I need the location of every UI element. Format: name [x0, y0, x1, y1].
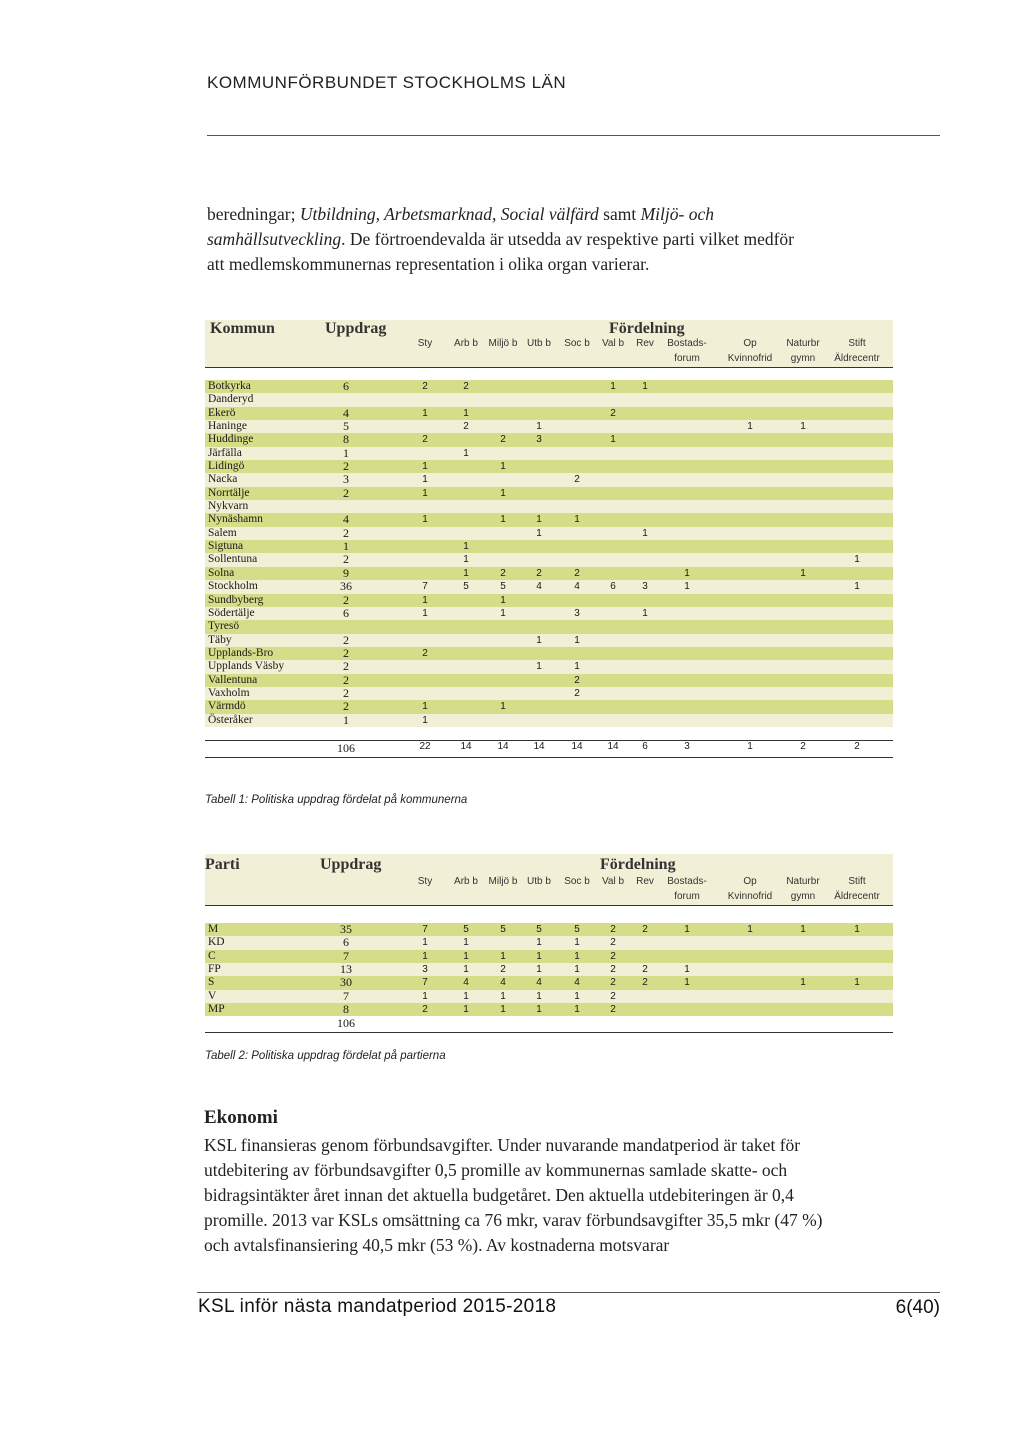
cell: 1 — [536, 1004, 542, 1016]
table-row — [205, 647, 893, 660]
row-total: 9 — [343, 565, 349, 580]
sub-header-line: forum — [674, 891, 700, 902]
row-label: Värmdö — [208, 700, 246, 713]
row-label: FP — [208, 963, 221, 976]
intro-text-3: . De förtroendevalda är utsedda av respektive parti vilket medför att medlemskommunernas representation i olika organ varierar. — [207, 229, 795, 274]
row-label: Vaxholm — [208, 686, 250, 699]
row-total: 1 — [343, 445, 349, 460]
cell: 2 — [574, 567, 580, 579]
sub-header — [822, 337, 892, 368]
table-row — [205, 936, 893, 949]
cell: 2 — [536, 567, 542, 579]
row-label: Ekerö — [208, 406, 236, 419]
row-label: Södertälje — [208, 606, 255, 619]
table-row — [205, 447, 893, 460]
total-cell: 14 — [533, 740, 545, 752]
row-label: Sollentuna — [208, 553, 258, 566]
cell: 5 — [500, 581, 506, 593]
cell: 1 — [536, 964, 542, 976]
table-row — [205, 700, 893, 713]
cell: 5 — [574, 924, 580, 935]
cell: 1 — [422, 607, 428, 619]
table-row — [205, 607, 893, 620]
total-cell: 14 — [460, 740, 472, 752]
cell: 5 — [536, 924, 542, 935]
table2-caption: Tabell 2: Politiska uppdrag fördelat på partierna — [205, 1050, 446, 1062]
table-row — [205, 380, 893, 393]
row-label: Botkyrka — [208, 380, 251, 392]
total-cell: 2 — [800, 740, 806, 752]
col-header-fordelning: Fördelning — [600, 856, 676, 873]
table-row — [205, 963, 893, 976]
cell: 1 — [610, 434, 616, 446]
cell: 2 — [610, 950, 616, 962]
cell: 1 — [422, 701, 428, 713]
cell: 2 — [574, 674, 580, 686]
cell: 4 — [500, 977, 506, 989]
total-cell: 22 — [419, 740, 431, 752]
table-row — [205, 660, 893, 673]
row-total: 2 — [343, 659, 349, 674]
cell: 2 — [610, 990, 616, 1002]
cell: 2 — [642, 924, 648, 935]
row-total: 7 — [343, 948, 349, 963]
cell: 1 — [536, 527, 542, 539]
cell: 1 — [574, 661, 580, 673]
intro-text-1: beredningar; — [207, 204, 300, 224]
row-label: C — [208, 949, 216, 962]
intro-italic-2: Miljö- och samhällsutveckling — [207, 204, 714, 249]
cell: 1 — [463, 990, 469, 1002]
table-row — [205, 976, 893, 989]
sub-header-line: Rev — [636, 876, 654, 887]
row-label: Stockholm — [208, 580, 258, 593]
sub-header-line: Kvinnofrid — [727, 891, 773, 902]
cell: 2 — [642, 964, 648, 976]
totals-row — [205, 740, 893, 758]
sub-header-line: Soc b — [564, 876, 590, 887]
sub-header — [652, 875, 722, 906]
row-total: 3 — [343, 472, 349, 487]
cell: 1 — [642, 527, 648, 539]
row-label: Österåker — [208, 713, 253, 726]
col-header-fordelning: Fördelning — [609, 320, 685, 337]
row-total: 8 — [343, 432, 349, 447]
cell: 1 — [574, 964, 580, 976]
row-label: Huddinge — [208, 433, 254, 446]
row-total: 2 — [343, 685, 349, 700]
cell: 1 — [422, 461, 428, 473]
row-total: 6 — [343, 605, 349, 620]
cell: 1 — [747, 924, 753, 935]
grand-total: 106 — [337, 740, 355, 755]
sub-header-line: Miljö b — [488, 338, 518, 349]
cell: 1 — [463, 937, 469, 949]
sub-header-line: Val b — [601, 876, 625, 887]
row-label: Järfälla — [208, 446, 242, 459]
totals-row — [205, 1016, 893, 1033]
row-label: Sundbyberg — [208, 593, 264, 606]
sub-header-line: Bostads- — [667, 338, 707, 349]
cell: 1 — [574, 634, 580, 646]
cell: 1 — [610, 381, 616, 392]
table-row — [205, 714, 893, 727]
cell: 3 — [536, 434, 542, 446]
row-total: 8 — [343, 1002, 349, 1017]
sub-header-line: Op — [743, 876, 757, 887]
row-label: Danderyd — [208, 393, 254, 406]
cell: 1 — [536, 990, 542, 1002]
row-total: 2 — [343, 552, 349, 567]
row-label: Nykvarn — [208, 500, 249, 513]
cell: 2 — [463, 381, 469, 392]
col-header-first: Parti — [205, 856, 240, 873]
cell: 2 — [500, 567, 506, 579]
row-total: 5 — [343, 419, 349, 434]
table-row — [205, 407, 893, 420]
total-cell: 3 — [684, 740, 690, 752]
row-total: 4 — [343, 405, 349, 420]
row-total: 2 — [343, 459, 349, 474]
table-header — [205, 320, 893, 367]
cell: 4 — [536, 977, 542, 989]
footer-rule — [197, 1292, 940, 1293]
footer-title: KSL inför nästa mandatperiod 2015-2018 — [198, 1296, 557, 1317]
row-label: M — [208, 923, 219, 935]
cell: 1 — [684, 977, 690, 989]
cell: 6 — [610, 581, 616, 593]
row-label: Norrtälje — [208, 486, 250, 499]
sub-header-line: Sty — [417, 338, 433, 349]
cell: 2 — [610, 977, 616, 989]
cell: 1 — [747, 421, 753, 433]
row-label: Solna — [208, 566, 235, 579]
cell: 1 — [463, 567, 469, 579]
cell: 2 — [500, 434, 506, 446]
cell: 2 — [500, 964, 506, 976]
sub-header-line: gymn — [790, 891, 816, 902]
cell: 1 — [642, 381, 648, 392]
cell: 4 — [574, 977, 580, 989]
cell: 2 — [422, 1004, 428, 1016]
cell: 1 — [463, 554, 469, 566]
row-total: 2 — [343, 485, 349, 500]
sub-header-line: Miljö b — [488, 876, 518, 887]
cell: 2 — [463, 421, 469, 433]
cell: 1 — [574, 950, 580, 962]
cell: 1 — [463, 447, 469, 459]
ekonomi-paragraph: KSL finansieras genom förbundsavgifter. Under nuvarande mandatperiod är taket för utdebitering av förbundsavgifter 0,5 promille av kommunernas samlade skatte- och bidragsintäkter året innan det aktuella budgetåret. Den aktuella utdebiteringen är 0,4 promille. 2013 var KSLs omsättning ca 76 mkr, varav förbundsavgifter 35,5 mkr (47 %) och avtalsfinansiering 40,5 mkr (53 %). Av kostnaderna motsvarar — [204, 1135, 823, 1255]
sub-header-line: Stift — [848, 876, 866, 887]
cell: 5 — [463, 924, 469, 935]
cell: 2 — [610, 924, 616, 935]
cell: 1 — [463, 407, 469, 419]
table-row — [205, 473, 893, 486]
section-title: Ekonomi — [204, 1107, 278, 1128]
row-total: 36 — [340, 579, 352, 594]
row-label: S — [208, 976, 215, 989]
sub-header-line: Arb b — [454, 338, 478, 349]
intro-text-2: samt — [598, 204, 641, 224]
row-total: 13 — [340, 962, 352, 977]
cell: 1 — [500, 487, 506, 499]
cell: 1 — [422, 714, 428, 726]
sub-header-line: Soc b — [564, 338, 590, 349]
cell: 1 — [536, 950, 542, 962]
cell: 1 — [500, 1004, 506, 1016]
total-cell: 14 — [571, 740, 583, 752]
row-label: Upplands Väsby — [208, 660, 285, 673]
table-parti — [205, 854, 893, 1033]
row-total: 2 — [343, 699, 349, 714]
row-label: KD — [208, 936, 225, 949]
total-cell: 2 — [854, 740, 860, 752]
cell: 1 — [854, 924, 860, 935]
sub-header-line: Sty — [417, 876, 433, 887]
cell: 2 — [610, 964, 616, 976]
document-header: KOMMUNFÖRBUNDET STOCKHOLMS LÄN — [207, 73, 567, 92]
cell: 2 — [574, 687, 580, 699]
cell: 1 — [536, 937, 542, 949]
sub-header-line: Utb b — [527, 876, 551, 887]
cell: 1 — [463, 950, 469, 962]
sub-header-line: Rev — [636, 338, 654, 349]
sub-header-line: gymn — [790, 353, 816, 364]
cell: 1 — [854, 581, 860, 593]
sub-header-line: Bostads- — [667, 876, 707, 887]
cell: 2 — [610, 1004, 616, 1016]
table-row — [205, 674, 893, 687]
row-label: Vallentuna — [208, 673, 258, 686]
cell: 1 — [574, 1004, 580, 1016]
cell: 4 — [574, 581, 580, 593]
cell: 1 — [800, 421, 806, 433]
total-cell: 1 — [747, 740, 753, 752]
cell: 1 — [536, 661, 542, 673]
total-cell: 14 — [497, 740, 509, 752]
cell: 7 — [422, 581, 428, 593]
row-total: 7 — [343, 988, 349, 1003]
cell: 3 — [574, 607, 580, 619]
header-rule — [207, 135, 940, 136]
cell: 2 — [610, 407, 616, 419]
sub-header-line: Kvinnofrid — [727, 353, 773, 364]
row-total: 1 — [343, 539, 349, 554]
page-number: 6(40) — [895, 1297, 940, 1318]
cell: 1 — [422, 487, 428, 499]
row-label: Sigtuna — [208, 540, 244, 553]
table-row — [205, 687, 893, 700]
cell: 2 — [642, 977, 648, 989]
table-row — [205, 950, 893, 963]
cell: 1 — [422, 474, 428, 486]
total-cell: 14 — [607, 740, 619, 752]
grand-total: 106 — [337, 1016, 355, 1031]
row-total: 2 — [343, 632, 349, 647]
intro-paragraph — [207, 202, 807, 277]
row-total: 2 — [343, 645, 349, 660]
cell: 1 — [500, 594, 506, 606]
cell: 1 — [500, 990, 506, 1002]
cell: 1 — [463, 964, 469, 976]
cell: 1 — [684, 964, 690, 976]
row-total: 2 — [343, 525, 349, 540]
table-row — [205, 500, 893, 513]
cell: 1 — [574, 514, 580, 526]
table-header — [205, 854, 893, 905]
sub-header-line: Äldrecentr — [834, 891, 880, 902]
table-row — [205, 393, 893, 406]
cell: 1 — [422, 937, 428, 949]
sub-header-line: Naturbr — [786, 338, 820, 349]
row-label: V — [208, 989, 217, 1002]
table-row — [205, 420, 893, 433]
row-total: 35 — [340, 922, 352, 936]
sub-header — [822, 875, 892, 906]
table-row — [205, 553, 893, 566]
row-total: 2 — [343, 672, 349, 687]
sub-header-line: Utb b — [527, 338, 551, 349]
row-label: Tyresö — [208, 620, 240, 633]
cell: 1 — [854, 977, 860, 989]
sub-header-line: Op — [743, 338, 757, 349]
sub-header-line: Naturbr — [786, 876, 820, 887]
table-row — [205, 620, 893, 633]
cell: 1 — [422, 514, 428, 526]
row-total: 30 — [340, 975, 352, 990]
total-cell: 6 — [642, 740, 648, 752]
row-label: Nynäshamn — [208, 513, 263, 526]
table-row — [205, 540, 893, 553]
row-total: 2 — [343, 592, 349, 607]
col-header-first: Kommun — [210, 320, 275, 337]
cell: 1 — [500, 701, 506, 713]
table-row — [205, 1003, 893, 1016]
sub-header — [652, 337, 722, 368]
intro-italic-1: Utbildning, Arbetsmarknad, Social välfärd — [299, 204, 599, 224]
cell: 1 — [684, 567, 690, 579]
col-header-uppdrag: Uppdrag — [325, 320, 387, 337]
col-header-uppdrag: Uppdrag — [320, 856, 382, 873]
cell: 3 — [642, 581, 648, 593]
cell: 2 — [422, 647, 428, 659]
cell: 1 — [422, 407, 428, 419]
sub-header-line: Äldrecentr — [834, 353, 880, 364]
row-total: 6 — [343, 379, 349, 393]
cell: 4 — [536, 581, 542, 593]
table-row — [205, 990, 893, 1003]
cell: 7 — [422, 977, 428, 989]
cell: 1 — [500, 950, 506, 962]
cell: 1 — [800, 567, 806, 579]
cell: 1 — [500, 607, 506, 619]
cell: 2 — [574, 474, 580, 486]
row-label: Täby — [208, 633, 232, 646]
row-label: Salem — [208, 526, 237, 539]
cell: 1 — [536, 634, 542, 646]
cell: 1 — [422, 594, 428, 606]
table-kommun — [205, 320, 893, 758]
cell: 5 — [500, 924, 506, 935]
table-row — [205, 634, 893, 647]
table-row — [205, 580, 893, 593]
sub-header-line: Arb b — [454, 876, 478, 887]
table-row — [205, 567, 893, 580]
row-label: Upplands-Bro — [208, 646, 274, 659]
cell: 1 — [684, 581, 690, 593]
cell: 2 — [610, 937, 616, 949]
row-label: Haninge — [208, 420, 247, 433]
sub-header-line: forum — [674, 353, 700, 364]
cell: 1 — [854, 554, 860, 566]
table-row — [205, 513, 893, 526]
row-total: 4 — [343, 512, 349, 527]
table-row — [205, 460, 893, 473]
cell: 2 — [422, 434, 428, 446]
cell: 1 — [684, 924, 690, 935]
cell: 1 — [463, 1004, 469, 1016]
row-total: 1 — [343, 712, 349, 727]
cell: 3 — [422, 964, 428, 976]
cell: 1 — [500, 461, 506, 473]
cell: 1 — [463, 541, 469, 553]
cell: 1 — [800, 924, 806, 935]
cell: 1 — [800, 977, 806, 989]
sub-header-line: Stift — [848, 338, 866, 349]
table-body — [205, 380, 893, 727]
cell: 1 — [422, 990, 428, 1002]
row-label: Nacka — [208, 473, 238, 486]
table-row — [205, 487, 893, 500]
table1-caption: Tabell 1: Politiska uppdrag fördelat på kommunerna — [205, 794, 468, 806]
cell: 1 — [642, 607, 648, 619]
sub-header-line: Val b — [601, 338, 625, 349]
cell: 1 — [574, 990, 580, 1002]
cell: 2 — [422, 381, 428, 392]
row-label: MP — [208, 1003, 225, 1016]
cell: 1 — [422, 950, 428, 962]
cell: 4 — [463, 977, 469, 989]
row-total: 6 — [343, 935, 349, 950]
table-row — [205, 527, 893, 540]
cell: 1 — [536, 421, 542, 433]
cell: 1 — [500, 514, 506, 526]
cell: 1 — [536, 514, 542, 526]
table-body — [205, 923, 893, 1016]
table-row — [205, 594, 893, 607]
cell: 7 — [422, 924, 428, 935]
cell: 5 — [463, 581, 469, 593]
cell: 1 — [574, 937, 580, 949]
table-row — [205, 433, 893, 446]
table-row — [205, 923, 893, 936]
row-label: Lidingö — [208, 460, 245, 473]
